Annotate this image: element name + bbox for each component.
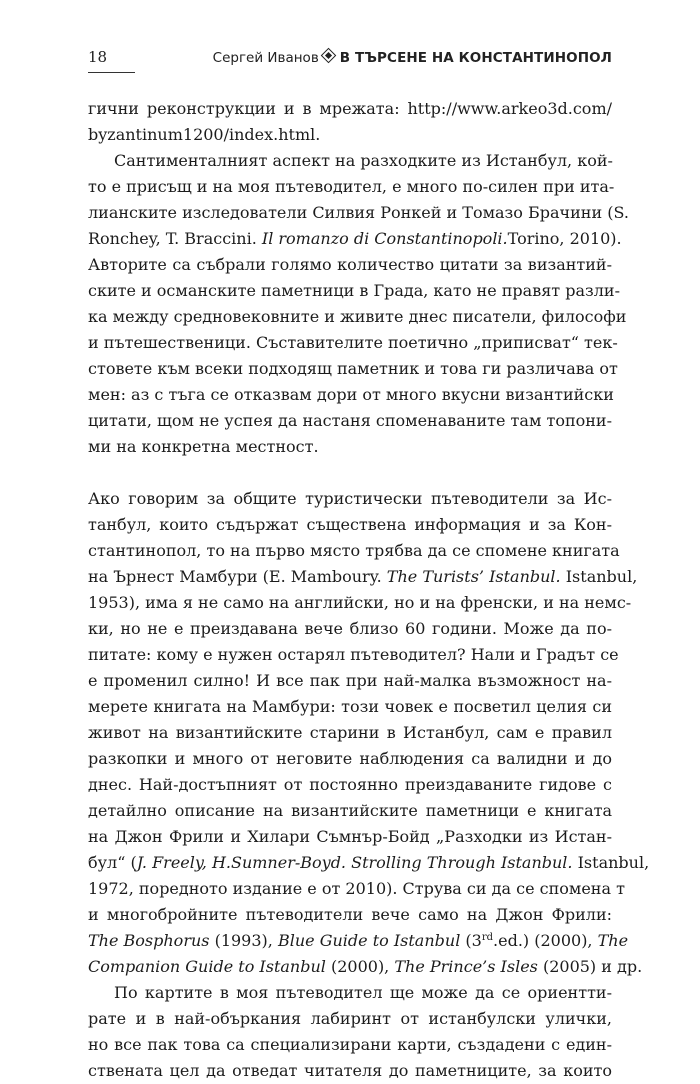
running-head [213, 50, 612, 66]
text-line: The Bosphorus (1993), Blue Guide to Istanbul (3rd.ed.) (2000), The [88, 931, 629, 950]
text-line: ствената цел да отведат читателя до паметниците, за които [88, 1061, 612, 1080]
text-line: ки, но не е преиздавана вече близо 60 години. Може да по- [88, 619, 612, 638]
text-line: лианските изследователи Силвия Ронкей и Томазо Брачини (S. [88, 203, 629, 222]
text-line: мерете книгата на Мамбури: този човек е посветил целия си [88, 697, 612, 716]
paragraph-2 [88, 148, 629, 460]
text-line: разкопки и много от неговите наблюдения са валидни и до [88, 749, 612, 768]
page-number-rule [88, 72, 135, 73]
italic-title: Companion Guide to Istanbul [88, 957, 326, 976]
text-line: живот на византийските старини в Истанбул, сам е правил [88, 723, 612, 742]
running-head-title: В ТЪРСЕНЕ НА КОНСТАНТИНОПОЛ [339, 50, 612, 66]
text-line: стовете към всеки подходящ паметник и това ги различава от [88, 359, 618, 378]
text-line: мен: аз с тъга се отказвам дори от много вкусни византийски [88, 385, 614, 404]
text-line: то е присъщ и на моя пътеводител, е много по-силен при ита- [88, 177, 615, 196]
superscript: rd [481, 932, 494, 943]
text-line: на Джон Фрили и Хилари Съмнър-Бойд „Разходки из Истан- [88, 827, 612, 846]
text-line: Ronchey, T. Braccini. Il romanzo di Constantinopoli.Torino, 2010). [88, 229, 622, 248]
italic-title: The Bosphorus [88, 931, 210, 950]
text-line: детайлно описание на византийските паметници е книгата [88, 801, 612, 820]
text-line: ка между средновековните и живите днес писатели, философи [88, 307, 627, 326]
text-line: Сантименталният аспект на разходките из Истанбул, кой- [114, 151, 613, 170]
page-header [88, 48, 612, 76]
text-line: днес. Най-достъпният от постоянно преиздаваните гидове с [88, 775, 612, 794]
italic-title: The [597, 931, 629, 950]
italic-title: J. Freely, H.Sumner-Boyd. Strolling Through Istanbul. [136, 853, 573, 872]
text-line: танбул, които съдържат съществена информация и за Кон- [88, 515, 612, 534]
text-line: По картите в моя пътеводител ще може да се ориентти- [114, 983, 612, 1002]
text-line: и многобройните пътеводители вече само на Джон Фрили: [88, 905, 612, 924]
text-line: и пътешественици. Съставителите поетично „приписват“ тек- [88, 333, 618, 352]
italic-title: Il romanzo di Constantinopoli. [261, 229, 508, 248]
italic-title: The Turists’ Istanbul. [386, 567, 561, 586]
text-line: 1972, поредното издание е от 2010). Струва си да се спомена т [88, 879, 625, 898]
text-line: но все пак това са специализирани карти, създадени с един- [88, 1035, 612, 1054]
italic-title: The Prince’s Isles [394, 957, 538, 976]
text-line: ските и османските паметници в Града, като не правят разли- [88, 281, 620, 300]
text-line: питате: кому е нужен остарял пътеводител? Нали и Градът се [88, 645, 619, 664]
text-line: Ако говорим за общите туристически пътеводители за Ис- [88, 489, 612, 508]
text-line: рате и в най-объркания лабиринт от истанбулски улички, [88, 1009, 612, 1028]
body-text [88, 96, 650, 1084]
text-line: стантинопол, то на първо място трябва да се спомене книгата [88, 541, 620, 560]
text-line: гични реконструкции и в мрежата: http://www.arkeo3d.com/ [88, 99, 612, 118]
text-line: е променил силно! И все пак при най-малка възможност на- [88, 671, 612, 690]
paragraph-1 [88, 96, 612, 148]
text-line: ми на конкретна местност. [88, 437, 319, 456]
text-line: Авторите са събрали голямо количество цитати за византий- [88, 255, 612, 274]
paragraph-gap [88, 460, 612, 486]
diamond-separator-icon [321, 48, 337, 64]
text-line: Companion Guide to Istanbul (2000), The Prince’s Isles (2005) и др. [88, 957, 643, 976]
paragraph-4 [88, 980, 612, 1084]
running-head-author: Сергей Иванов [212, 50, 319, 66]
text-line: бул“ (J. Freely, H.Sumner-Boyd. Strolling Through Istanbul. Istanbul, [88, 853, 650, 872]
italic-title: Blue Guide to Istanbul [277, 931, 461, 950]
text-line: byzantinum1200/index.html. [88, 125, 321, 144]
page-number: 18 [88, 48, 108, 66]
paragraph-3 [88, 486, 650, 980]
text-line: цитати, щом не успея да настаня споменаваните там топони- [88, 411, 612, 430]
text-line: на Ърнест Мамбури (E. Mamboury. The Turists’ Istanbul. Istanbul, [88, 567, 638, 586]
text-line: 1953), има я не само на английски, но и на френски, и на немс- [88, 593, 632, 612]
